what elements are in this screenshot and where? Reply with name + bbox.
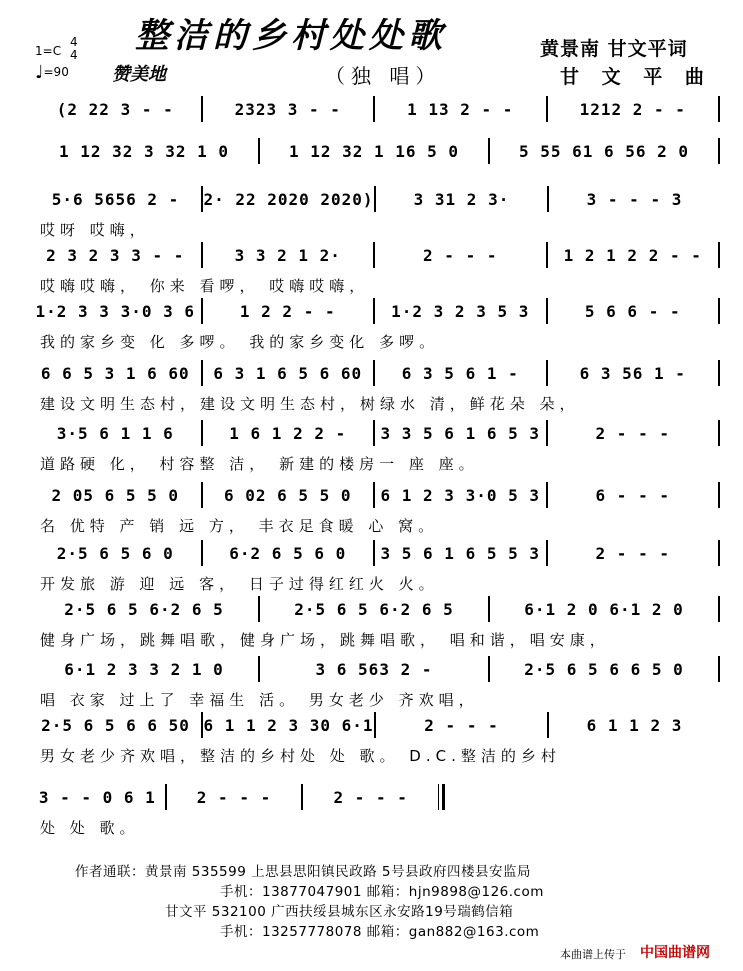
measure: 6·1 2 3 3 2 1 0 <box>64 659 224 679</box>
measure: 1 2 1 2 2 - - <box>563 245 702 265</box>
contact-line-4: 手机：13257778078 邮箱：gan882@163.com <box>220 924 540 940</box>
contact-line-3: 甘文平 532100 广西扶绥县城东区永安路19号瑞鹤信箱 <box>165 904 514 920</box>
tempo-marking <box>35 62 69 83</box>
lyrics-line: 建设文明生态村，建设文明生态村，树绿水 清，鲜花朵 朵， <box>40 395 580 413</box>
measure: 2· 22 2020 2020) <box>203 189 374 209</box>
time-signature <box>70 36 78 62</box>
measure: 3 - - 0 6 1 <box>38 787 156 807</box>
measure: 2 - - - <box>333 787 408 807</box>
barline <box>718 420 720 446</box>
lyrics-line: 开发旅 游 迎 远 客， 日子过得红红火 火。 <box>40 575 439 593</box>
lyrics-line: 名 优特 产 销 远 方， 丰衣足食暖 心 窝。 <box>40 517 439 535</box>
lyrics-line: 唱 衣家 过上了 幸福生 活。 男女老少 齐欢唱， <box>40 691 479 709</box>
notation-line <box>30 712 720 738</box>
lyrics-line: 处 处 歌。 <box>40 819 140 837</box>
notation-line <box>30 186 720 212</box>
site-logo: 中国曲谱网 <box>640 945 710 961</box>
measure: 2·5 6 5 6·2 6 5 <box>294 599 454 619</box>
measure: 6 3 1 6 5 6 60 <box>213 363 363 383</box>
score-row <box>30 298 720 350</box>
contact-line-1: 作者通联：黄景南 535599 上思县思阳镇民政路 5号县政府四楼县安监局 <box>75 864 531 880</box>
measure: 6 1 2 3 3·0 5 3 <box>380 485 540 505</box>
measure: 2 05 6 5 5 0 <box>51 485 180 505</box>
measure: 6 3 5 6 1 - <box>401 363 519 383</box>
tempo-value: =90 <box>43 65 69 79</box>
measure: 2 - - - <box>196 787 272 807</box>
score-row <box>30 420 720 472</box>
barline <box>718 96 720 122</box>
notation-line <box>30 784 445 810</box>
measure: 3 3 2 1 2· <box>234 245 341 265</box>
barline <box>718 596 720 622</box>
measure: 2 - - - <box>595 543 670 563</box>
barline <box>718 242 720 268</box>
measure: 1212 2 - - <box>579 99 686 119</box>
lyrics-line: 哎呀 哎嗨， <box>40 221 150 239</box>
measure: 2323 3 - - <box>234 99 341 119</box>
measure: 1 12 32 1 16 5 0 <box>288 141 460 161</box>
measure: 2·5 6 5 6 6 50 <box>41 715 190 735</box>
score-row <box>30 360 720 412</box>
measure: 5·6 5656 2 - <box>51 189 180 209</box>
lyrics-line: 哎嗨哎嗨， 你来 看啰， 哎嗨哎嗨， <box>40 277 370 295</box>
score-row <box>30 596 720 648</box>
measure: 5 6 6 - - <box>584 301 681 321</box>
measure: 6 6 5 3 1 6 60 <box>40 363 190 383</box>
measure: 6·2 6 5 6 0 <box>229 543 347 563</box>
measure: 6 1 1 2 3 <box>586 715 683 735</box>
score-row <box>30 540 720 592</box>
measure: 2·5 6 5 6·2 6 5 <box>64 599 224 619</box>
composer: 甘 文 平 曲 <box>560 66 712 88</box>
measure: 6 02 6 5 5 0 <box>223 485 352 505</box>
measure: 1 2 2 - - <box>239 301 336 321</box>
score-row <box>30 138 720 190</box>
notation-line <box>30 96 720 122</box>
measure: 6·1 2 0 6·1 2 0 <box>524 599 684 619</box>
measure: 3 31 2 3· <box>413 189 510 209</box>
barline <box>718 138 720 164</box>
measure: 1 6 1 2 2 - <box>229 423 347 443</box>
barline <box>718 360 720 386</box>
measure: 6 1 1 2 3 30 6·1 <box>203 715 374 735</box>
expression-marking: 赞美地 <box>112 64 166 85</box>
barline <box>718 656 720 682</box>
lyrics-line: 道路硬 化， 村容整 洁， 新建的楼房一 座 座。 <box>40 455 479 473</box>
measure: 2·5 6 5 6 0 <box>56 543 174 563</box>
score-row <box>30 186 720 238</box>
measure: (2 22 3 - - <box>56 99 174 119</box>
lyrics-line: 我的家乡变 化 多啰。 我的家乡变化 多啰。 <box>40 333 440 351</box>
measure: 3 3 5 6 1 6 5 3 <box>380 423 540 443</box>
lyrics-line: 健身广场，跳舞唱歌，健身广场，跳舞唱歌， 唱和谐，唱安康， <box>40 631 610 649</box>
measure: 3 6 563 2 - <box>315 659 433 679</box>
meter-top: 4 <box>70 35 78 49</box>
notation-line <box>30 420 720 446</box>
performance-type: （独 唱） <box>325 64 442 88</box>
notation-line <box>30 596 720 622</box>
meter-bottom: 4 <box>70 48 78 62</box>
notation-line <box>30 138 720 164</box>
barline <box>718 540 720 566</box>
measure: 6 3 56 1 - <box>579 363 686 383</box>
final-barline <box>438 784 445 810</box>
score-row <box>30 656 720 708</box>
score-row <box>30 482 720 534</box>
song-title: 整洁的乡村处处歌 <box>135 16 447 56</box>
measure: 1·2 3 2 3 5 3 <box>391 301 530 321</box>
barline <box>718 482 720 508</box>
measure: 2 3 2 3 3 - - <box>46 245 185 265</box>
lyrics-line: 男女老少齐欢唱，整洁的乡村处 处 歌。 D.C.整洁的乡村 <box>40 747 561 765</box>
measure: 1 12 32 3 32 1 0 <box>58 141 230 161</box>
measure: 2 - - - <box>423 245 498 265</box>
contact-line-2: 手机：13877047901 邮箱：hjn9898@126.com <box>220 884 544 900</box>
measure: 1·2 3 3 3·0 3 6 <box>35 301 195 321</box>
measure: 6 - - - <box>595 485 670 505</box>
notation-line <box>30 540 720 566</box>
measure: 3·5 6 1 1 6 <box>56 423 174 443</box>
score-row <box>30 784 720 836</box>
score-row <box>30 242 720 294</box>
measure: 1 13 2 - - <box>407 99 514 119</box>
notation-line <box>30 298 720 324</box>
key-signature: 1=C <box>35 44 62 58</box>
notation-line <box>30 242 720 268</box>
lyricists: 黄景南 甘文平词 <box>540 38 688 60</box>
notation-line <box>30 482 720 508</box>
score-row <box>30 712 720 764</box>
notation-line <box>30 656 720 682</box>
barline <box>718 298 720 324</box>
measure: 5 55 61 6 56 2 0 <box>518 141 690 161</box>
measure: 2·5 6 5 6 6 5 0 <box>524 659 684 679</box>
measure: 2 - - - <box>424 715 499 735</box>
upload-note: 本曲谱上传于 <box>560 948 626 961</box>
measure: 3 5 6 1 6 5 5 3 <box>380 543 540 563</box>
measure: 2 - - - <box>595 423 670 443</box>
notation-line <box>30 360 720 386</box>
measure: 3 - - - 3 <box>586 189 683 209</box>
quarter-note-icon: ♩ <box>35 62 44 83</box>
